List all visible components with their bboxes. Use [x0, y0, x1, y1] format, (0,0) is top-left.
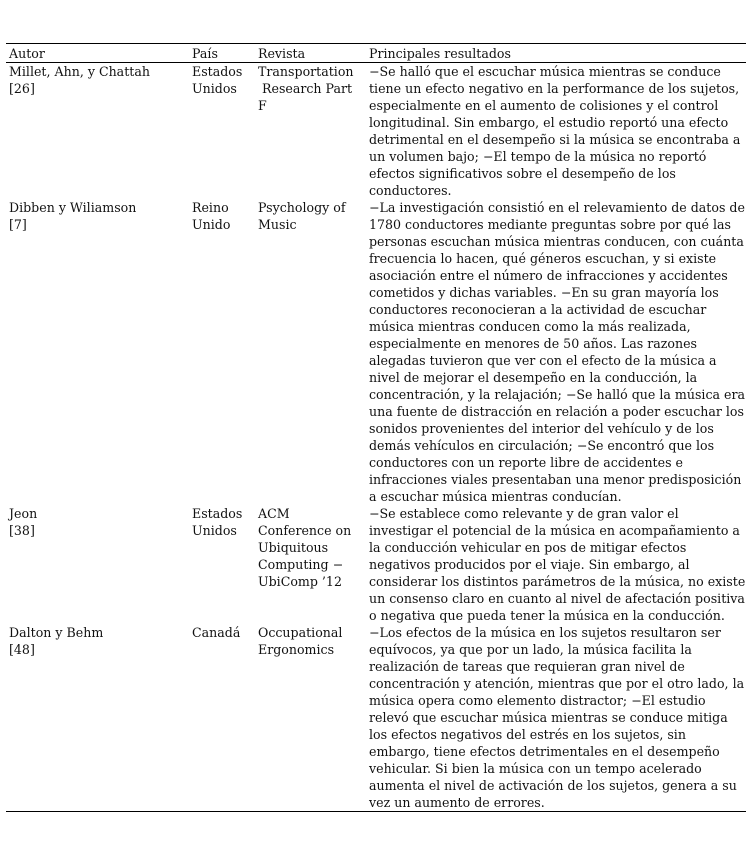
cell-autor-line: [7] [9, 217, 27, 232]
cell-autor-line: [38] [9, 523, 35, 538]
cell-autor-line: Dalton y Behm [9, 625, 104, 640]
cell-autor [6, 505, 189, 624]
cell-revista-line: Research Part [258, 81, 353, 96]
cell-revista-line: Computing − [258, 557, 344, 572]
cell-revista [255, 624, 366, 812]
header-pais: País [192, 46, 218, 61]
table-body [6, 63, 746, 812]
table-row [6, 624, 746, 812]
cell-revista-line: ACM [258, 506, 290, 521]
cell-pais-line: Unidos [192, 523, 237, 538]
cell-revista-line: Conference on [258, 523, 352, 538]
cell-revista-line: Music [258, 217, 297, 232]
cell-autor-line: Dibben y Wiliamson [9, 200, 137, 215]
cell-pais [189, 199, 255, 505]
results-table [6, 43, 746, 812]
cell-autor [6, 624, 189, 812]
cell-pais [189, 505, 255, 624]
cell-revista-line: Transportation [258, 64, 354, 79]
cell-revista [255, 199, 366, 505]
cell-autor [6, 199, 189, 505]
cell-autor-line: Millet, Ahn, y Chattah [9, 64, 150, 79]
cell-resultados: −Se establece como relevante y de gran valor el investigar el potencial de la música en acompañamiento a la conducción vehicular en pos de mitigar efectos negativos producidos por el viaje. Sin embargo, al considerar los distintos parámetros de la música, no existe un consenso claro en cuanto al nivel de afectación positiva o negativa que pueda tener la música en la conducción. [369, 506, 746, 623]
cell-pais-line: Estados [192, 506, 243, 521]
cell-pais-line: Canadá [192, 625, 241, 640]
cell-autor-line: Jeon [9, 506, 38, 521]
cell-revista-line: Ergonomics [258, 642, 335, 657]
cell-pais [189, 624, 255, 812]
cell-autor-line: [48] [9, 642, 35, 657]
table-row [6, 199, 746, 505]
cell-pais-line: Unido [192, 217, 231, 232]
cell-resultados: −La investigación consistió en el relevamiento de datos de 1780 conductores mediante preguntas sobre por qué las personas escuchan música mientras conducen, con cuánta frecuencia lo hacen, qué géneros escuchan, y si existe asociación entre el número de infracciones y accidentes cometidos y dichas variables. −En su gran mayoría los conductores reconocieran a la actividad de escuchar música mientras conducen como la más realizada, especialmente en menores de 50 años. Las razones alegadas tuvieron que ver con el efecto de la música a nivel de mejorar el desempeño en la conducción, la concentración, y la relajación; −Se halló que la música era una fuente de distracción en relación a poder escuchar los sonidos provenientes del interior del vehículo y de los demás vehículos en circulación; −Se encontró que los conductores con un reporte libre de accidentes e infracciones viales presentaban una menor predisposición a escuchar música mientras conducían. [369, 200, 745, 504]
cell-pais-line: Unidos [192, 81, 237, 96]
header-resultados: Principales resultados [369, 46, 511, 61]
cell-revista [255, 63, 366, 200]
header-autor: Autor [9, 46, 45, 61]
cell-autor [6, 63, 189, 200]
cell-pais-line: Estados [192, 64, 243, 79]
cell-revista-line: Ubiquitous [258, 540, 329, 555]
header-row [6, 44, 746, 63]
cell-resultados: −Los efectos de la música en los sujetos resultaron ser equívocos, ya que por un lado, la música facilita la realización de tareas que requieran gran nivel de concentración y atención, mientras que por el otro lado, la música opera como elemento distractor; −El estudio relevó que escuchar música mientras se conduce mitiga los efectos negativos del estrés en los sujetos, sin embargo, tiene efectos detrimentales en el desempeño vehicular. Si bien la música con un tempo acelerado aumenta el nivel de activación de los sujetos, genera a su vez un aumento de errores. [369, 625, 745, 810]
table-row [6, 63, 746, 200]
table-header [6, 44, 746, 63]
table-row [6, 505, 746, 624]
cell-revista-line: Occupational [258, 625, 343, 640]
cell-autor-line: [26] [9, 81, 35, 96]
cell-revista-line: UbiComp ’12 [258, 574, 342, 589]
cell-resultados: −Se halló que el escuchar música mientras se conduce tiene un efecto negativo en la performance de los sujetos, especialmente en el aumento de colisiones y el control longitudinal. Sin embargo, el estudio reportó una efecto detrimental en el desempeño si la música se encontraba a un volumen bajo; −El tempo de la música no reportó efectos significativos sobre el desempeño de los conductores. [369, 64, 741, 198]
cell-pais [189, 63, 255, 200]
cell-revista-line: F [258, 98, 267, 113]
cell-revista-line: Psychology of [258, 200, 346, 215]
cell-revista [255, 505, 366, 624]
header-revista: Revista [258, 46, 306, 61]
cell-pais-line: Reino [192, 200, 229, 215]
results-table-container [6, 43, 746, 812]
